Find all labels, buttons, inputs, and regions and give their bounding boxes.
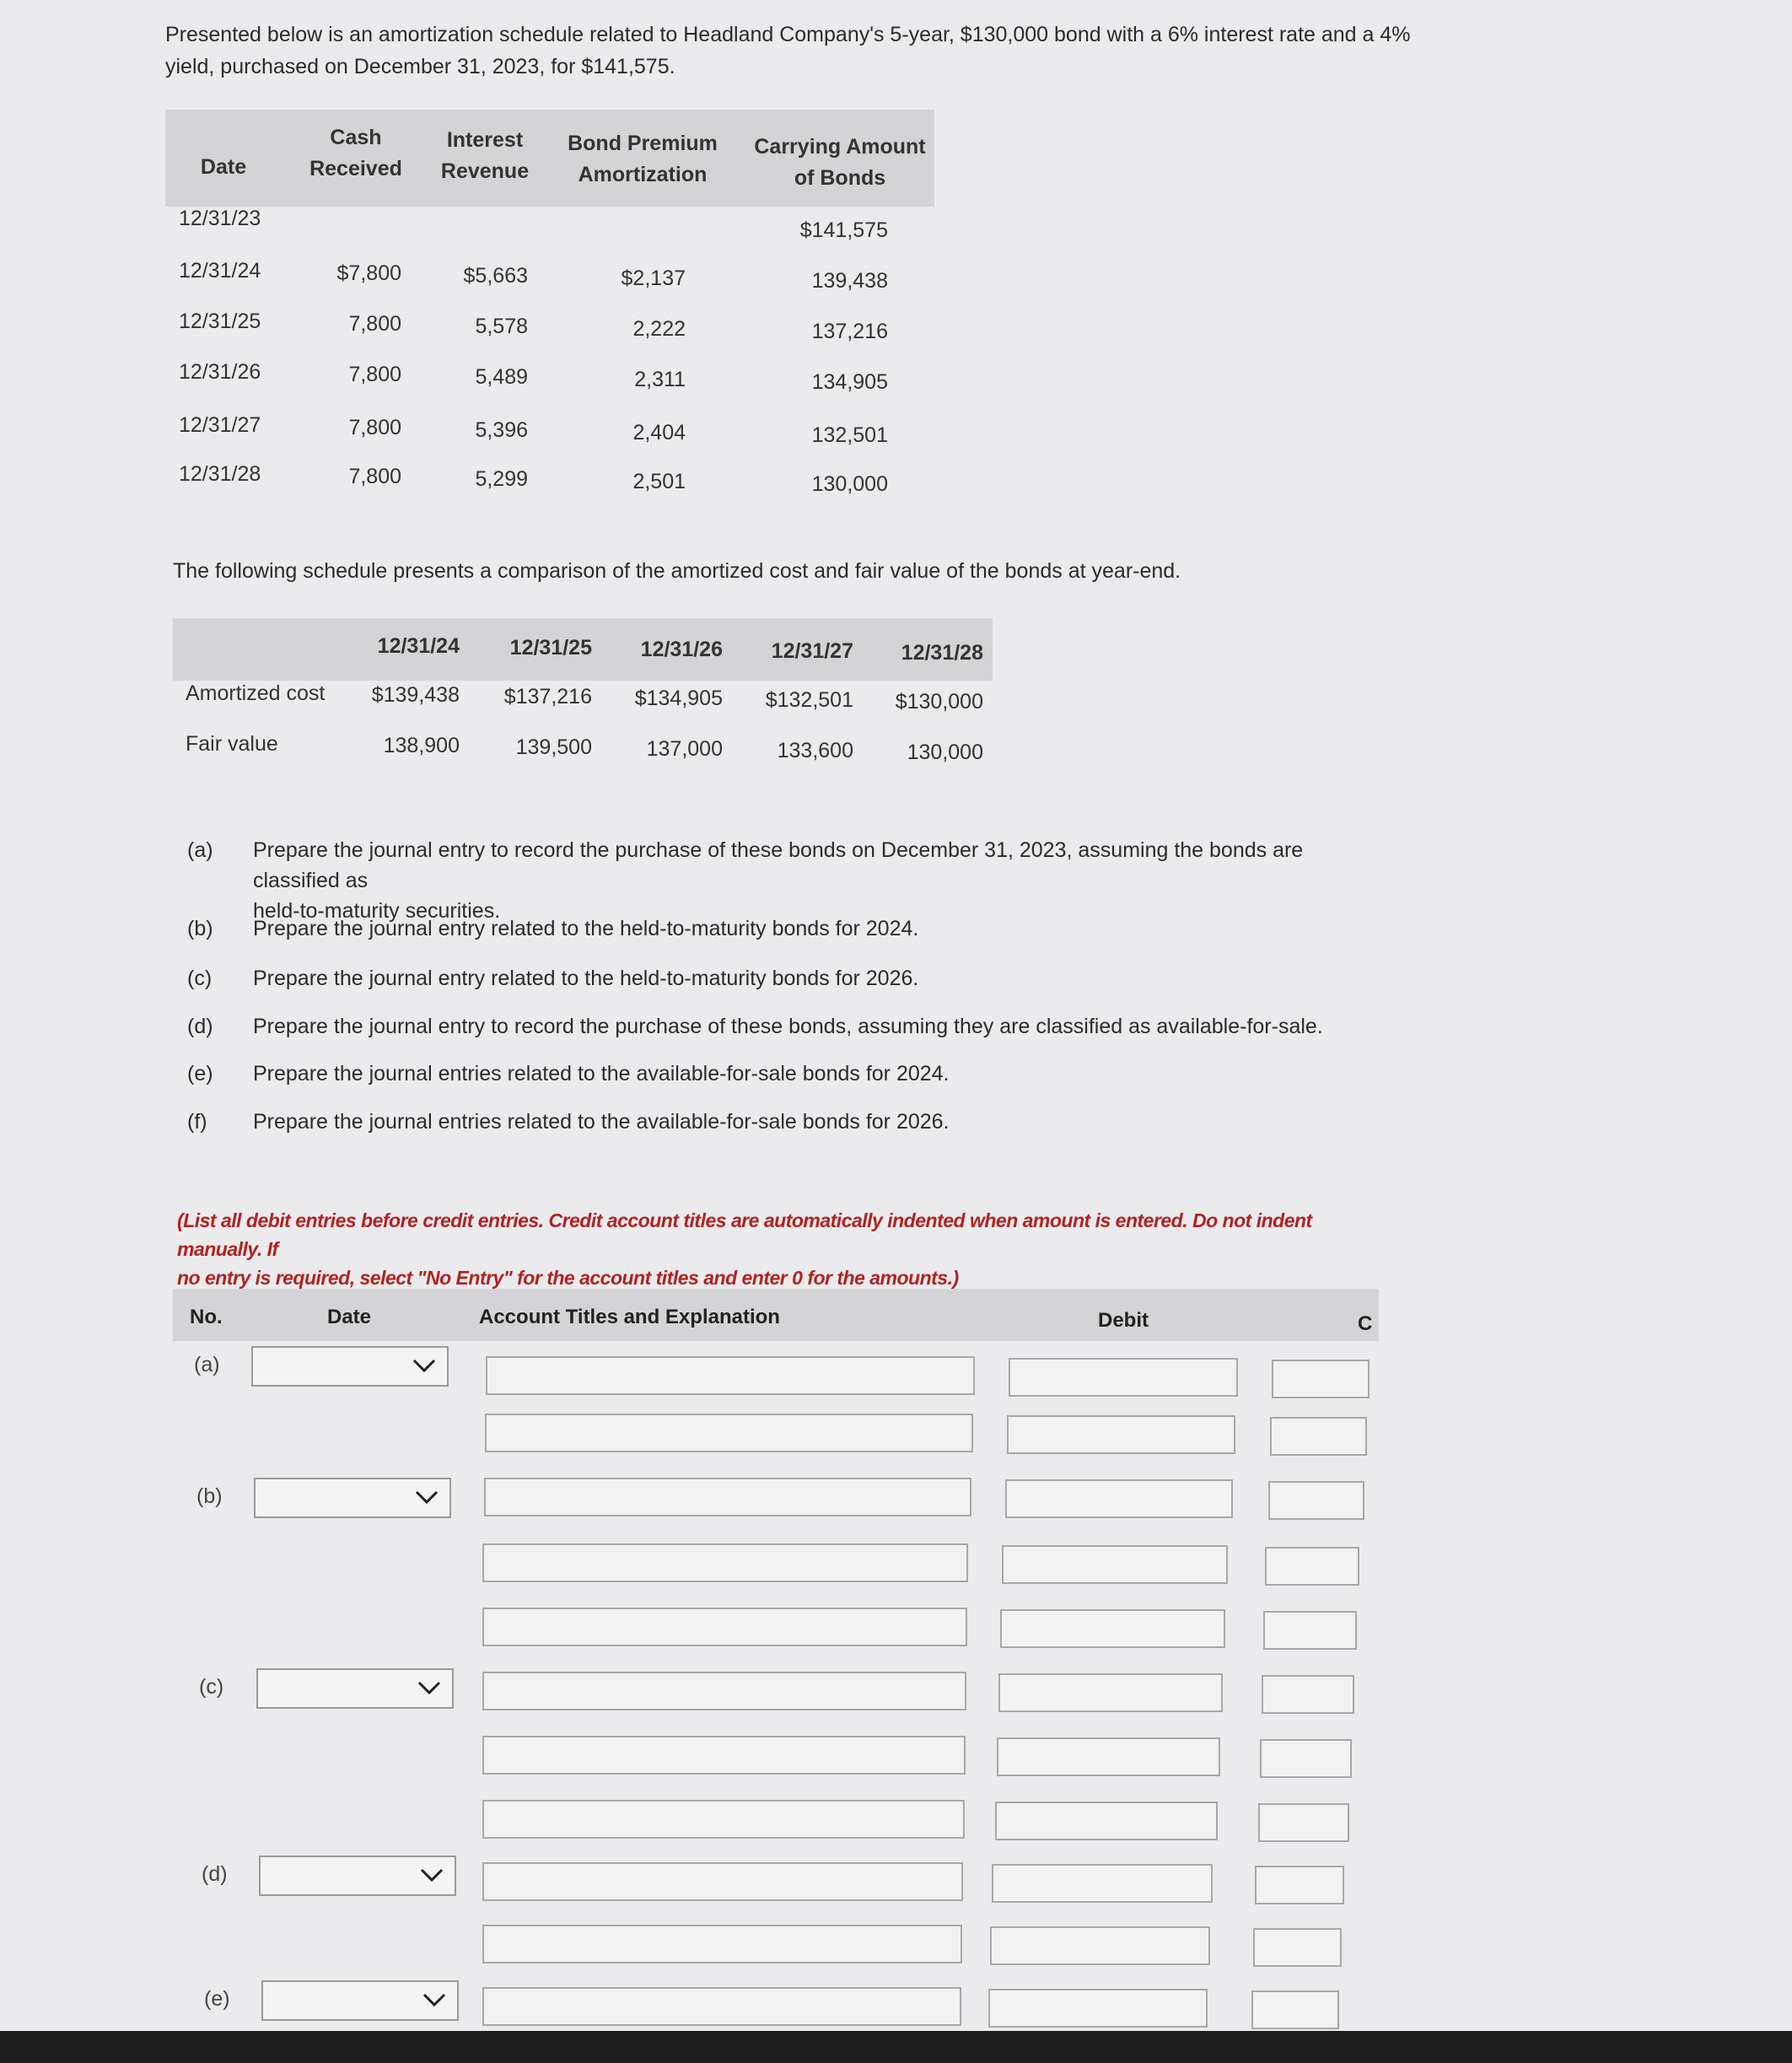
entry-label: (e): [204, 1987, 230, 2011]
date-select[interactable]: [261, 1980, 459, 2021]
debit-input[interactable]: [1002, 1545, 1228, 1584]
debit-input[interactable]: [1005, 1479, 1233, 1518]
question-text-line: Prepare the journal entry to record the purchase of these bonds, assuming they are classified as available-for-sale.: [253, 1015, 1323, 1038]
credit-input[interactable]: [1258, 1803, 1349, 1842]
chevron-down-icon: [412, 1353, 437, 1378]
question-label: (d): [187, 1015, 213, 1038]
comparison-cell: 139,500: [515, 735, 592, 759]
debit-input[interactable]: [1007, 1415, 1235, 1454]
schedule-cell: 5,299: [475, 467, 528, 491]
question-text-line: held-to-maturity securities.: [253, 899, 501, 923]
account-title-input[interactable]: [482, 1543, 968, 1582]
question-label: (a): [187, 838, 213, 862]
schedule-header-2-0: Interest: [446, 128, 524, 152]
schedule-cell: 2,311: [634, 368, 686, 391]
schedule-header-4-1: of Bonds: [794, 166, 886, 190]
entry-label: (c): [199, 1675, 224, 1699]
schedule-cell: 2,404: [632, 421, 686, 444]
credit-input[interactable]: [1268, 1481, 1364, 1520]
schedule-cell: $5,663: [463, 264, 528, 288]
column-header-account: Account Titles and Explanation: [479, 1306, 780, 1328]
schedule-cell: 5,396: [475, 418, 528, 442]
comparison-row-label: Amortized cost: [186, 681, 326, 705]
account-title-input[interactable]: [482, 1987, 961, 2026]
account-title-input[interactable]: [484, 1478, 971, 1516]
comparison-header-1: 12/31/25: [509, 636, 592, 660]
schedule-header-1-1: Received: [309, 157, 402, 180]
schedule-cell: 130,000: [811, 472, 888, 496]
entry-label: (a): [194, 1353, 220, 1376]
column-header-debit: Debit: [1098, 1309, 1149, 1332]
comparison-cell: 138,900: [383, 734, 460, 757]
schedule-cell: 5,489: [475, 365, 528, 389]
debit-input[interactable]: [992, 1864, 1213, 1903]
debit-input[interactable]: [988, 1989, 1208, 2028]
question-text-line: Prepare the journal entries related to the available-for-sale bonds for 2024.: [253, 1062, 950, 1085]
intro-line-1: Presented below is an amortization schedule related to Headland Company's 5-year, $130,000 bond with a 6% interest rate and a 4%: [165, 23, 1411, 46]
schedule-cell-date: 12/31/28: [179, 462, 261, 486]
schedule-cell: 139,438: [811, 269, 888, 293]
question-text-line: Prepare the journal entry related to the held-to-maturity bonds for 2024.: [253, 917, 919, 940]
schedule-cell: 137,216: [811, 320, 888, 343]
credit-input[interactable]: [1251, 1990, 1339, 2029]
question-text: [253, 1107, 1383, 1137]
comparison-cell: $139,438: [371, 683, 460, 707]
comparison-intro: The following schedule presents a comparison of the amortized cost and fair value of the bonds at year-end.: [173, 559, 1181, 583]
schedule-cell: $141,575: [799, 218, 888, 242]
question-label: (e): [187, 1062, 213, 1085]
schedule-cell-date: 12/31/23: [179, 207, 261, 230]
comparison-cell: 133,600: [777, 739, 853, 762]
debit-input[interactable]: [990, 1926, 1210, 1965]
schedule-cell: 132,501: [811, 423, 888, 447]
date-select[interactable]: [254, 1478, 451, 1518]
schedule-header-2-1: Revenue: [440, 159, 530, 183]
question-text-line: Prepare the journal entry related to the held-to-maturity bonds for 2026.: [253, 967, 919, 990]
question-label: (c): [187, 967, 213, 990]
chevron-down-icon: [422, 1987, 447, 2012]
chevron-down-icon: [419, 1862, 444, 1888]
account-title-input[interactable]: [482, 1925, 962, 1963]
comparison-cell: $137,216: [503, 685, 592, 708]
comparison-cell: 130,000: [907, 741, 983, 764]
credit-input[interactable]: [1263, 1611, 1357, 1650]
comparison-cell: 137,000: [646, 737, 723, 761]
debit-input[interactable]: [1000, 1609, 1225, 1648]
comparison-header-4: 12/31/28: [901, 641, 983, 665]
credit-input[interactable]: [1270, 1417, 1367, 1456]
account-title-input[interactable]: [485, 1414, 973, 1452]
debit-input[interactable]: [1009, 1358, 1238, 1397]
schedule-cell: 7,800: [348, 312, 401, 336]
comparison-row-label: Fair value: [186, 732, 278, 756]
question-text: [253, 963, 1383, 994]
schedule-cell: $7,800: [336, 261, 401, 285]
intro-line-2: yield, purchased on December 31, 2023, for $141,575.: [165, 55, 675, 78]
question-text: [253, 835, 1383, 926]
comparison-header-2: 12/31/26: [640, 638, 723, 661]
schedule-cell-date: 12/31/27: [179, 413, 261, 437]
account-title-input[interactable]: [482, 1736, 966, 1775]
schedule-header-3-1: Amortization: [578, 163, 708, 186]
credit-input[interactable]: [1255, 1866, 1344, 1904]
schedule-header-4-0: Carrying Amount: [754, 135, 926, 159]
entry-instructions: [177, 1206, 1375, 1292]
question-label: (f): [187, 1110, 207, 1134]
question-text-line: Prepare the journal entries related to the available-for-sale bonds for 2026.: [253, 1110, 950, 1134]
debit-input[interactable]: [995, 1802, 1218, 1840]
schedule-cell: 7,800: [348, 465, 401, 488]
schedule-cell-date: 12/31/24: [179, 259, 261, 283]
debit-input[interactable]: [997, 1737, 1220, 1776]
credit-input[interactable]: [1262, 1675, 1354, 1714]
schedule-cell: 2,501: [632, 470, 686, 493]
credit-input[interactable]: [1272, 1360, 1370, 1398]
chevron-down-icon: [417, 1675, 442, 1700]
column-header-credit: C: [1358, 1312, 1373, 1335]
date-select[interactable]: [256, 1668, 454, 1709]
schedule-cell-date: 12/31/25: [179, 310, 261, 333]
comparison-cell: $134,905: [634, 687, 723, 710]
instructions-line-2: no entry is required, select "No Entry" for the account titles and enter 0 for the amounts.): [177, 1267, 959, 1289]
schedule-cell: 5,578: [475, 315, 528, 338]
account-title-input[interactable]: [486, 1356, 975, 1395]
schedule-header-1-0: Cash: [330, 126, 382, 149]
schedule-cell: 2,222: [632, 317, 686, 341]
debit-input[interactable]: [998, 1673, 1223, 1712]
question-text: [253, 1058, 1383, 1089]
question-text: [253, 1011, 1383, 1042]
date-select[interactable]: [251, 1346, 449, 1387]
question-text-line: Prepare the journal entry to record the purchase of these bonds on December 31, 2023, assuming the bonds are classified as: [253, 838, 1304, 892]
comparison-cell: $132,501: [765, 688, 853, 712]
instructions-line-1: (List all debit entries before credit entries. Credit account titles are automatically indented when amount is entered. Do not indent manually. If: [177, 1209, 1312, 1260]
schedule-cell: 7,800: [348, 416, 401, 439]
entry-label: (b): [196, 1484, 223, 1508]
comparison-header-3: 12/31/27: [771, 639, 853, 663]
question-label: (b): [187, 917, 213, 940]
schedule-cell: 134,905: [811, 370, 888, 394]
comparison-header-0: 12/31/24: [377, 634, 460, 658]
schedule-header-3-0: Bond Premium: [568, 132, 718, 155]
column-header-no: No.: [190, 1306, 223, 1328]
schedule-cell: 7,800: [348, 363, 401, 386]
schedule-header-0-0: Date: [200, 155, 247, 179]
comparison-cell: $130,000: [895, 690, 983, 714]
account-title-input[interactable]: [482, 1800, 965, 1839]
entry-label: (d): [202, 1862, 228, 1886]
chevron-down-icon: [414, 1484, 439, 1510]
column-header-date: Date: [327, 1306, 372, 1328]
credit-input[interactable]: [1260, 1739, 1352, 1778]
date-select[interactable]: [259, 1856, 456, 1896]
account-title-input[interactable]: [482, 1608, 967, 1646]
schedule-cell-date: 12/31/26: [179, 360, 261, 384]
account-title-input[interactable]: [482, 1672, 966, 1710]
account-title-input[interactable]: [482, 1862, 963, 1901]
problem-intro: [165, 19, 1447, 83]
credit-input[interactable]: [1265, 1547, 1359, 1586]
bottom-edge-bar: [0, 2031, 1792, 2063]
question-text: [253, 913, 1383, 944]
credit-input[interactable]: [1253, 1928, 1342, 1967]
schedule-cell: $2,137: [621, 267, 686, 290]
